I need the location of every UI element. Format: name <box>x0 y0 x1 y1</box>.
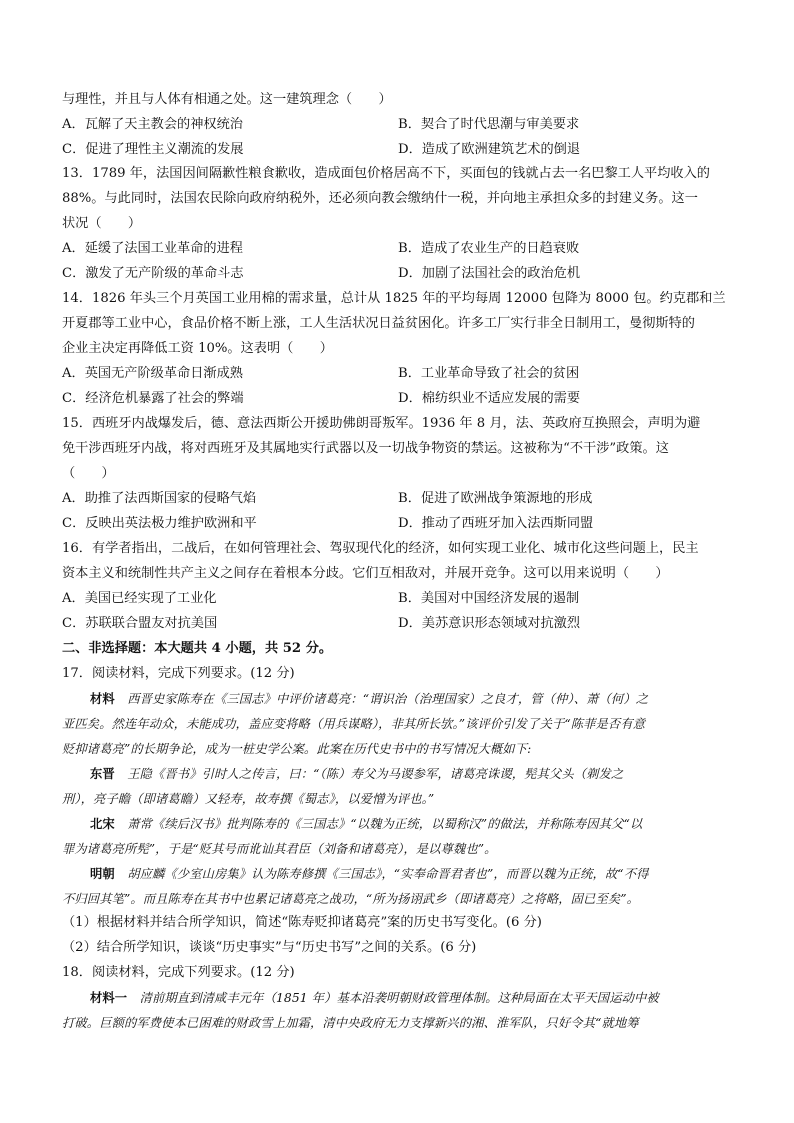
q12-option-b: B．契合了时代思潮与审美要求 <box>398 117 580 132</box>
q15-option-b: B．促进了欧洲战争策源地的形成 <box>398 491 593 506</box>
q18-heading: 18．阅读材料，完成下列要求。(12 分) <box>62 965 295 980</box>
q13-option-d: D．加剧了法国社会的政治危机 <box>398 266 581 281</box>
q18-material-text1: 清前期直到清咸丰元年（1851 年）基本沿袭明朝财政管理体制。这种局面在太平天国运动中被 <box>139 991 659 1005</box>
q14-option-a: A．英国无产阶级革命日渐成熟 <box>62 366 243 381</box>
q15-option-c: C．反映出英法极力维护欧洲和平 <box>62 516 257 531</box>
q17-northern-song-label: 北宋 <box>90 816 115 831</box>
q17-ming-text1: 胡应麟《少室山房集》认为陈寿修撰《三国志》，“实奉命晋君者也”，而晋以魏为正统，故“不得 <box>127 867 649 881</box>
q16-stem-line2: 资本主义和统制性共产主义之间存在着根本分歧。它们互相敌对，并展开竞争。这可以用来说明（ ） <box>62 566 669 581</box>
q14-option-d: D．棉纺织业不适应发展的需要 <box>398 391 581 406</box>
q13-option-a: A．延缓了法国工业革命的进程 <box>62 241 243 256</box>
q16-option-a: A．美国已经实现了工业化 <box>62 591 217 606</box>
q17-eastern-jin-line1 <box>90 765 623 783</box>
q14-option-b: B．工业革命导致了社会的贫困 <box>398 366 580 381</box>
q15-stem-line3: （ ） <box>62 466 115 481</box>
q17-ming-line2: 不归回其笔”。而且陈寿在其书中也累记诸葛亮之战功，“所为扬诩武乡（即诸葛亮）之将略，固已至矣”。 <box>62 892 640 906</box>
q14-stem-line3: 企业主决定再降低工资 10%。这表明（ ） <box>62 341 333 356</box>
section-heading-nonchoice: 二、非选择题：本大题共 4 小题，共 52 分。 <box>62 641 333 656</box>
q12-stem-continuation: 与理性，并且与人体有相通之处。这一建筑理念（ ） <box>62 92 392 107</box>
q18-material-line2: 打破。巨额的军费使本已困难的财政雪上加霜，清中央政府无力支撑新兴的湘、淮军队，只好令其“就地筹 <box>62 1016 639 1030</box>
q17-ming-label: 明朝 <box>90 866 115 881</box>
q13-stem-line2: 88%。与此同时，法国农民除向政府纳税外，还必须向教会缴纳什一税，并向地主承担众多的封建义务。这一 <box>62 191 698 206</box>
q18-material-label: 材料一 <box>90 990 128 1005</box>
q14-stem-line1: 14．1826 年头三个月英国工业用棉的需求量，总计从 1825 年的平均每周 12000 包降为 8000 包。约克郡和兰 <box>62 291 726 306</box>
q13-option-b: B．造成了农业生产的日趋衰败 <box>398 241 580 256</box>
q17-material-line3: 贬抑诸葛亮”的长期争论，成为一桩史学公案。此案在历代史书中的书写情况大概如下: <box>62 742 532 756</box>
q17-northern-song-line1 <box>90 815 642 833</box>
q15-option-a: A．助推了法西斯国家的侵略气焰 <box>62 491 257 506</box>
q13-stem-line3: 状况（ ） <box>62 216 142 231</box>
q13-stem-line1: 13．1789 年，法国因间隔歉性粮食歉收，造成面包价格居高不下，买面包的钱就占去一名巴黎工人平均收入的 <box>62 166 710 181</box>
q17-eastern-jin-label: 东晋 <box>90 766 115 781</box>
q17-material-label: 材料 <box>90 691 115 706</box>
q17-eastern-jin-line2: 刑），亮子瞻（即诸葛瞻）又轻寿，故寿撰《蜀志》，以爱憎为评也。” <box>62 792 435 806</box>
q16-stem-line1: 16．有学者指出，二战后，在如何管理社会、驾驭现代化的经济，如何实现工业化、城市化这些问题上，民主 <box>62 541 699 556</box>
q18-material-line1 <box>90 989 659 1007</box>
q16-option-d: D．美苏意识形态领域对抗激烈 <box>398 616 581 631</box>
q17-ming-line1 <box>90 865 649 883</box>
q14-option-c: C．经济危机暴露了社会的弊端 <box>62 391 244 406</box>
q15-stem-line1: 15．西班牙内战爆发后，德、意法西斯公开援助佛朗哥叛军。1936 年 8 月，法、英政府互换照会，声明为避 <box>62 416 701 431</box>
q17-material-line1 <box>90 690 648 708</box>
q12-option-a: A．瓦解了天主教会的神权统治 <box>62 117 243 132</box>
q17-heading: 17．阅读材料，完成下列要求。(12 分) <box>62 666 295 681</box>
q16-option-b: B．美国对中国经济发展的遏制 <box>398 591 580 606</box>
q14-stem-line2: 开夏郡等工业中心，食品价格不断上涨，工人生活状况日益贫困化。许多工厂实行非全日制用工，曼彻斯特的 <box>62 316 695 331</box>
q17-northern-song-line2: 罪为诸葛亮所髡”，于是“贬其号而讹讪其君臣（刘备和诸葛亮），是以尊魏也”。 <box>62 842 497 856</box>
q16-option-c: C．苏联联合盟友对抗美国 <box>62 616 218 631</box>
q17-material-text1: 西晋史家陈寿在《三国志》中评价诸葛亮：“谓识治（治理国家）之良才，管（仲）、萧（何）之 <box>127 692 649 706</box>
q17-requirement-1: （1）根据材料并结合所学知识，简述“陈寿贬抑诸葛亮”案的历史书写变化。(6 分) <box>62 915 542 930</box>
q15-stem-line2: 免干涉西班牙内战，将对西班牙及其属地实行武器以及一切战争物资的禁运。这被称为“不干涉”政策。这 <box>62 441 669 456</box>
q12-option-d: D．造成了欧洲建筑艺术的倒退 <box>398 142 581 157</box>
q15-option-d: D．推动了西班牙加入法西斯同盟 <box>398 516 594 531</box>
q13-option-c: C．激发了无产阶级的革命斗志 <box>62 266 244 281</box>
q17-eastern-jin-text1: 王隐《晋书》引时人之传言，曰：“（陈）寿父为马谡参军，诸葛亮诛谡，髡其父头（剃发之 <box>127 767 624 781</box>
q17-material-line2: 亚匹矣。然连年动众，未能成功，盖应变将略（用兵谋略），非其所长欤。”该评价引发了关于“陈菲是否有意 <box>62 717 646 731</box>
q12-option-c: C．促进了理性主义潮流的发展 <box>62 142 244 157</box>
q17-northern-song-text1: 萧常《续后汉书》批判陈寿的《三国志》“以魏为正统，以蜀称汉”的做法，并称陈寿因其父“以 <box>127 817 643 831</box>
q17-requirement-2: （2）结合所学知识，谈谈“历史事实”与“历史书写”之间的关系。(6 分) <box>62 940 477 955</box>
